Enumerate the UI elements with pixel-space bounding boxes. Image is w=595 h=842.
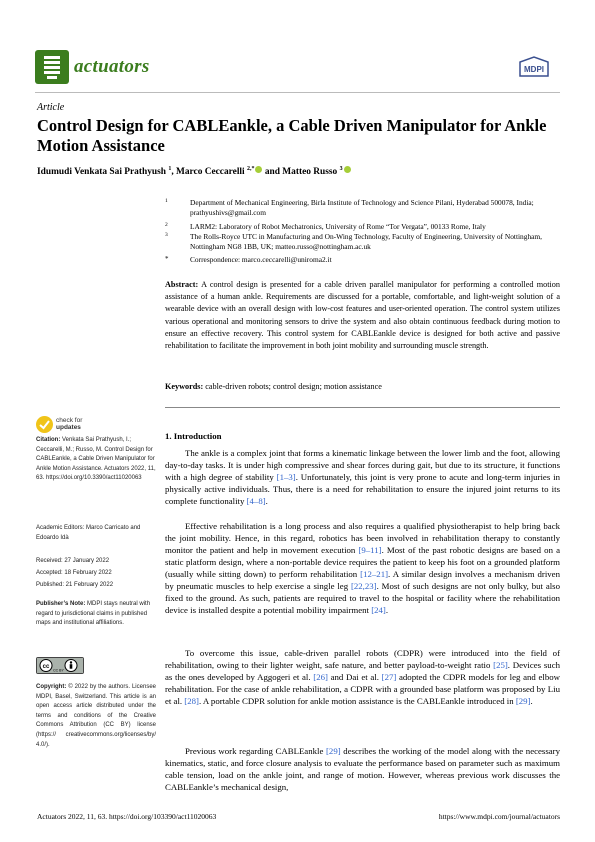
- abstract-divider: [165, 407, 560, 408]
- copyright-label: Copyright:: [36, 684, 67, 690]
- footer-journal-url[interactable]: https://www.mdpi.com/journal/actuators: [438, 812, 560, 821]
- article-title: Control Design for CABLEankle, a Cable Driven Manipulator for Ankle Motion Assistance: [37, 116, 547, 155]
- publisher-note: [36, 600, 156, 648]
- paragraph-4: Previous work regarding CABLEankle [29] describes the working of the model along with the necessary kinematics, static, and force closure analysis to evaluate the performance based on parameter such as maximum cable tension, load on the ankle joint, and range of motion. However, whereas previous work discusses the CABLEankle’s mechanical design,: [165, 746, 560, 792]
- author-affiliation-marker: 1: [168, 166, 172, 172]
- citation-link[interactable]: [25]: [493, 660, 508, 670]
- cc-by-license-icon[interactable]: [36, 657, 84, 674]
- author-affiliation-marker: 3: [339, 166, 343, 172]
- citation-link[interactable]: [24]: [371, 605, 386, 615]
- keywords: [165, 381, 560, 392]
- check-for-updates-icon[interactable]: [36, 416, 53, 433]
- publisher-logo-text: MDPI: [524, 65, 544, 74]
- published-date: Published: 21 February 2022: [36, 582, 114, 588]
- citation-link[interactable]: [4–8]: [246, 496, 266, 506]
- journal-logo-icon: [35, 50, 69, 84]
- citation-link[interactable]: [27]: [381, 672, 397, 682]
- affiliation-number: 1: [165, 198, 168, 204]
- svg-text:cc: cc: [42, 664, 50, 670]
- citation-text[interactable]: Venkata Sai Prathyush, I.; Ceccarelli, M.; Russo, M. Control Design for CABLEankle, a Cable Driven Manipulator for Ankle Motion Assistance. Actuators 2022, 11, 63. https://doi.org/10.3390/act11020063: [36, 437, 156, 482]
- affiliation-1: [165, 198, 560, 218]
- copyright-text: © 2022 by the authors. Licensee MDPI, Basel, Switzerland. This article is an open access article distributed under the terms and conditions of the Creative Commons Attribution (CC BY) license (https:// creativecommons.org/licenses/by/ 4.0/).: [36, 684, 156, 748]
- received-date: Received: 27 January 2022: [36, 558, 110, 564]
- mdpi-logo-icon[interactable]: [518, 56, 550, 78]
- affiliation-number: 2: [165, 222, 168, 228]
- footer-citation[interactable]: Actuators 2022, 11, 63. https://doi.org/103390/act11020063: [37, 812, 217, 821]
- accepted-date: Accepted: 18 February 2022: [36, 570, 112, 576]
- author-name: Marco Ceccarelli: [176, 167, 247, 178]
- copyright-block: [36, 683, 156, 769]
- citation-link[interactable]: [22,23]: [350, 581, 377, 591]
- abstract: [165, 279, 560, 352]
- author-list: [37, 163, 557, 178]
- citation-link[interactable]: [29]: [515, 696, 531, 706]
- affiliation-3: [165, 232, 560, 252]
- keywords-label: Keywords:: [165, 382, 204, 391]
- affiliation-text: The Rolls-Royce UTC in Manufacturing and On-Wing Technology, Faculty of Engineering, University of Nottingham, Nottingham NG8 1BB, UK; matteo.russo@nottingham.ac.uk: [190, 232, 543, 251]
- abstract-text: A control design is presented for a cable driven parallel manipulator for performing a controlled motion assistance of a human ankle. Requirements are discussed for a portable, comfortable, and light-weight solution of a wearable device with an overall design with low-cost features and user-oriented operation. The control system utilizes various operational and monitoring sensors to drive the system and also obtain continuous feedback during motion to ensure an effective recovery. This control system for CABLEankle device is designed for both active and passive rehabilitation to facilitate the improvement in both joint mobility and surrounding muscle strength.: [165, 280, 560, 351]
- citation-link[interactable]: [1–3]: [276, 472, 296, 482]
- paragraph-3: To overcome this issue, cable-driven parallel robots (CDPR) were introduced into the field of rehabilitation, owing to their lighter weight, safe nature, and better payload-to-weight ratio [25]. Devices such as the ones developed by Aggogeri et al. [26] and Dai et al. [27] adopted the CDPR models for leg and elbow rehabilitation. For the case of ankle rehabilitation, a CDPR with a grounded base platform was proposed by Liu et al. [28]. A portable CDPR solution for ankle motion assistance is the CABLEankle introduced in [29].: [165, 648, 561, 706]
- citation-link[interactable]: [12–21]: [360, 569, 389, 579]
- abstract-label: Abstract:: [165, 280, 199, 289]
- author-separator: ,: [171, 167, 176, 178]
- header-divider: [35, 92, 560, 93]
- citation-link[interactable]: [28]: [184, 696, 199, 706]
- publisher-note-text: MDPI stays neutral with regard to jurisdictional claims in published maps and institutional affiliations.: [36, 601, 151, 627]
- citation-link[interactable]: [29]: [326, 746, 341, 756]
- citation-link[interactable]: [9–11]: [358, 545, 382, 555]
- paragraph-2: Effective rehabilitation is a long process and also requires a qualified physiotherapist to help bring back the joint mobility. Hence, in this regard, robotics has been involved in rehabilitation therapy to constantly monitor the patient and help in movement execution [9–11]. Most of the past robotic designs are based on a static platform design, where a non-portable device requires the patient to keep his foot on a grounded platform (usually while sitting down) to perform rehabilitation [12–21]. A similar design involves a mechanism driven by pneumatic muscles to help exercise a single leg [22,23]. Most of such designs are not only bulky, but also fixed to the ground. As such, patients are required to travel to the hospital or facility where the rehabilitation device is installed despite a potential mobility impairment [24].: [165, 521, 560, 615]
- cc-badge-label: CC BY: [53, 668, 64, 673]
- publisher-note-label: Publisher’s Note:: [36, 601, 86, 607]
- paragraph-1: The ankle is a complex joint that forms a kinematic linkage between the lower limb and the foot, allowing day-to-day tasks. It is under high compressive and shear forces during gait, but due to its structure, it functions with a high degree of stability [1–3]. Unfortunately, this joint is very prone to acute and long-term injuries in physically active individuals. Thus, there is a need for rehabilitation to ensure the injured joint returns to its complete functionality [4–8].: [165, 448, 560, 506]
- author-affiliation-marker: 2,*: [246, 166, 255, 172]
- correspondence-text[interactable]: Correspondence: marco.ceccarelli@uniroma2.it: [190, 255, 332, 264]
- affiliation-text: Department of Mechanical Engineering, Birla Institute of Technology and Science Pilani, Hyderabad 500078, India; prathyushivs@gmail.com: [190, 198, 534, 217]
- journal-name[interactable]: actuators: [74, 56, 150, 77]
- author-separator: and: [262, 167, 283, 178]
- section-heading: 1. Introduction: [165, 431, 222, 441]
- affiliation-number: *: [165, 255, 169, 263]
- author-name: Matteo Russo: [282, 167, 340, 178]
- citation-label: Citation:: [36, 437, 61, 443]
- keywords-text: cable-driven robots; control design; motion assistance: [205, 382, 382, 391]
- academic-editors: Academic Editors: Marco Carricato and Edoardo Idà: [36, 525, 141, 541]
- affiliation-text: LARM2: Laboratory of Robot Mechatronics, University of Rome “Tor Vergata”, 00133 Rome, Italy: [190, 222, 486, 231]
- check-for-updates-link[interactable]: check for updates: [56, 417, 83, 431]
- affiliation-number: 3: [165, 232, 168, 238]
- author-name: Idumudi Venkata Sai Prathyush: [37, 167, 169, 178]
- orcid-icon[interactable]: [344, 166, 351, 173]
- citation-block: [36, 436, 156, 522]
- citation-link[interactable]: [26]: [313, 672, 328, 682]
- article-type: Article: [37, 102, 65, 113]
